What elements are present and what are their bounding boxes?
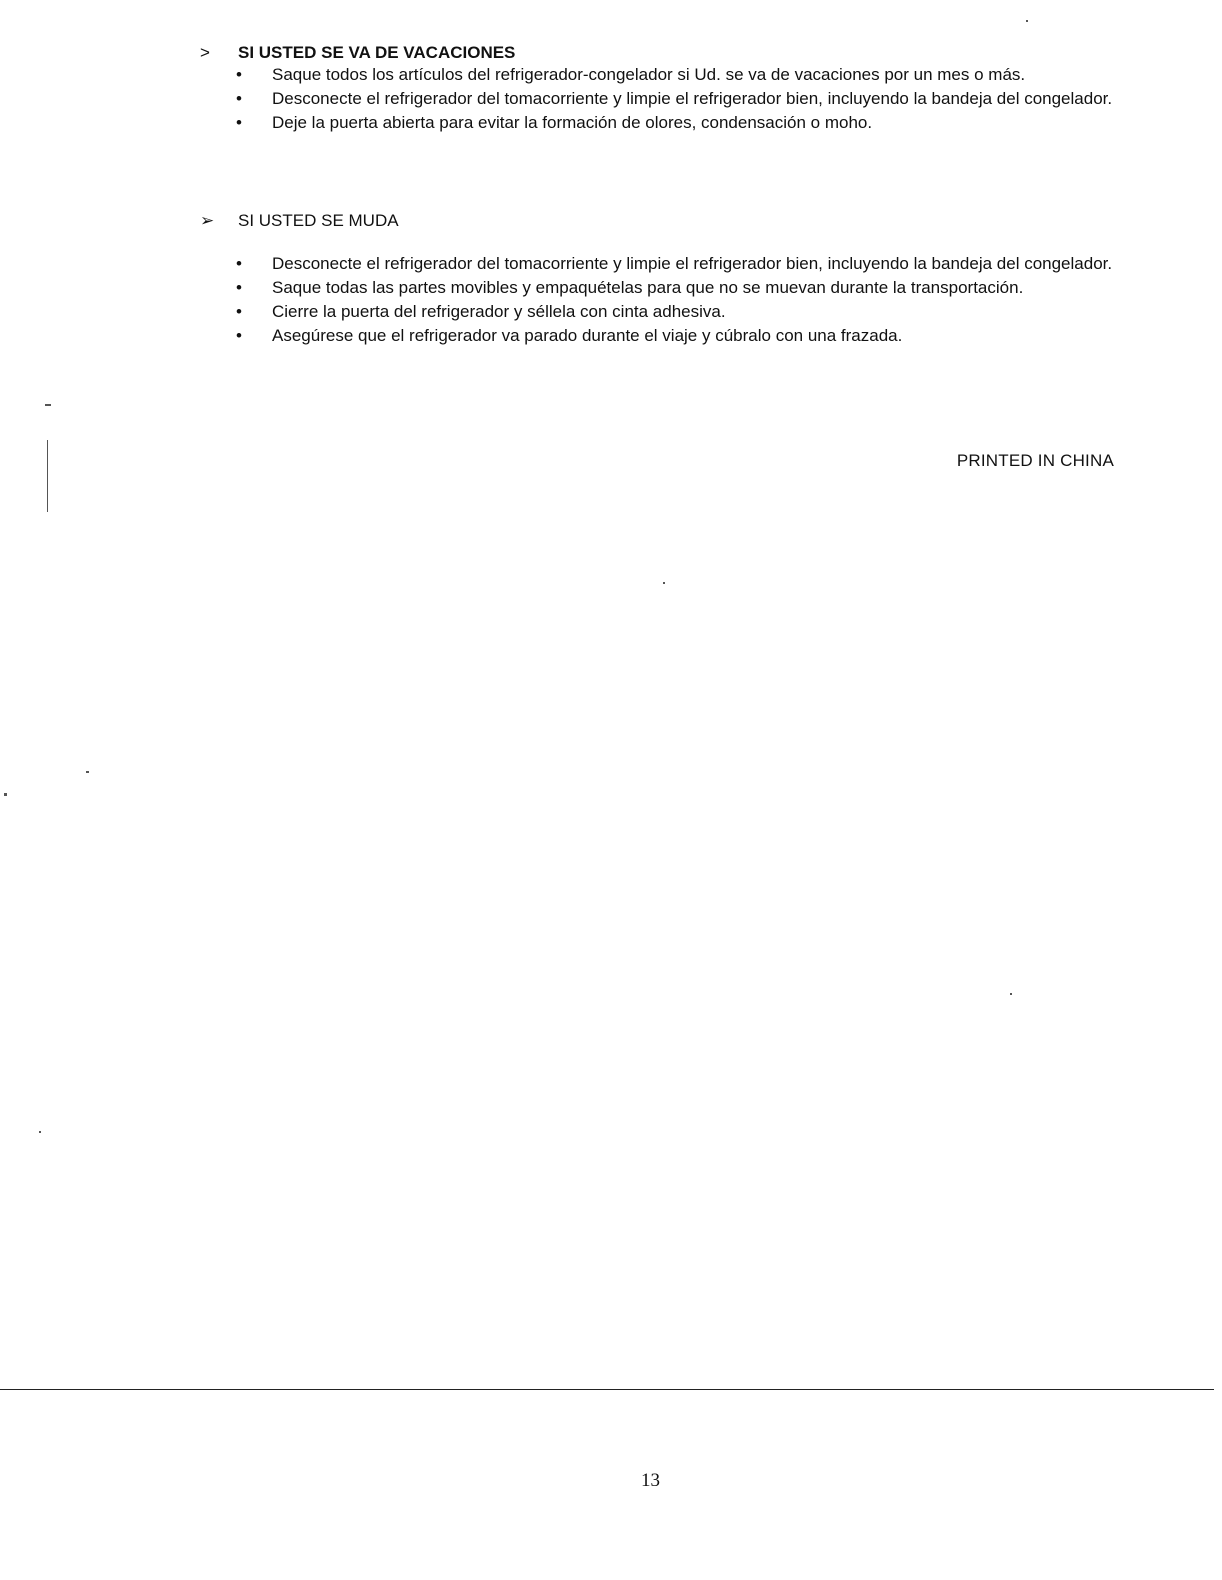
- list-item: [200, 302, 1140, 322]
- bullet-icon: •: [236, 254, 242, 273]
- list-item: [200, 278, 1140, 298]
- list-item-text: Desconecte el refrigerador del tomacorriente y limpie el refrigerador bien, incluyendo la bandeja del congelador.: [272, 89, 1113, 108]
- section-vacaciones: [200, 42, 1140, 137]
- scan-mark: [1026, 20, 1028, 22]
- scan-mark: [663, 582, 665, 584]
- arrow-marker-icon: ➢: [200, 211, 215, 230]
- list-item-text: Saque todas las partes movibles y empaquételas para que no se muevan durante la transportación.: [272, 278, 1024, 297]
- scan-mark: [4, 793, 7, 796]
- heading-text: SI USTED SE VA DE VACACIONES: [238, 43, 516, 62]
- bullet-list: [200, 65, 1140, 133]
- list-item-text: Cierre la puerta del refrigerador y séllela con cinta adhesiva.: [272, 302, 726, 321]
- list-item: [200, 89, 1140, 109]
- arrow-marker-icon: >: [200, 43, 210, 62]
- list-item: [200, 65, 1140, 85]
- page-number: 13: [641, 1470, 660, 1491]
- footer-divider: [0, 1389, 1214, 1390]
- list-item-text: Asegúrese que el refrigerador va parado durante el viaje y cúbralo con una frazada.: [272, 326, 903, 345]
- bullet-icon: •: [236, 326, 242, 345]
- section-mudanza: [200, 210, 1140, 350]
- scan-mark: [86, 771, 89, 773]
- bullet-icon: •: [236, 278, 242, 297]
- scan-mark: [1010, 993, 1012, 995]
- list-item-text: Saque todos los artículos del refrigerador-congelador si Ud. se va de vacaciones por un mes o más.: [272, 65, 1026, 84]
- bullet-icon: •: [236, 89, 242, 108]
- scan-mark: [45, 404, 51, 406]
- bullet-icon: •: [236, 113, 242, 132]
- scan-mark: [47, 440, 48, 512]
- bullet-icon: •: [236, 302, 242, 321]
- list-item: [200, 113, 1140, 133]
- list-item-text: Desconecte el refrigerador del tomacorriente y limpie el refrigerador bien, incluyendo la bandeja del congelador.: [272, 254, 1113, 273]
- printed-in-note: PRINTED IN CHINA: [956, 451, 1114, 470]
- list-item: [200, 254, 1140, 274]
- bullet-icon: •: [236, 65, 242, 84]
- section-heading: [200, 210, 1140, 231]
- heading-text: SI USTED SE MUDA: [238, 211, 399, 230]
- bullet-list: [200, 254, 1140, 346]
- list-item-text: Deje la puerta abierta para evitar la formación de olores, condensación o moho.: [272, 113, 873, 132]
- scan-mark: [39, 1131, 41, 1133]
- section-heading: [200, 42, 1140, 63]
- list-item: [200, 326, 1140, 346]
